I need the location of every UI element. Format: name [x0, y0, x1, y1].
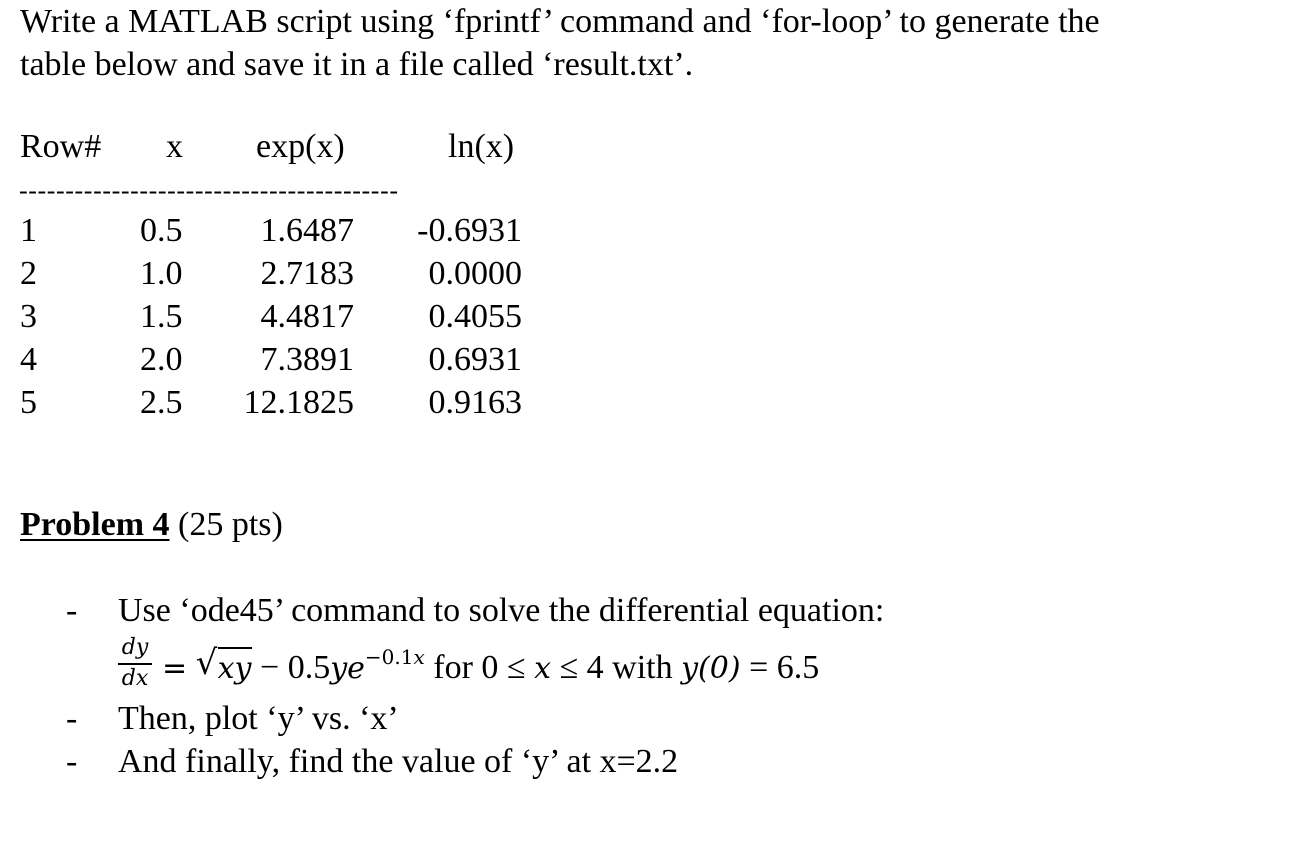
bullet-plot: Then, plot ‘y’ vs. ‘x’: [118, 700, 399, 737]
bullet-find-value: And finally, find the value of ‘y’ at x=2.2: [118, 743, 679, 780]
initial-condition-rhs: = 6.5: [749, 649, 820, 686]
problem-points: (25 pts): [178, 506, 283, 543]
minus-term: − 0.5: [260, 649, 331, 686]
ye-term: ye: [330, 651, 365, 686]
exponent: [365, 645, 425, 669]
header-row-number: Row#: [20, 128, 102, 165]
table-cell-exp: 4.4817: [260, 298, 354, 335]
exponent-coefficient: −0.1: [364, 645, 414, 669]
header-x: x: [166, 128, 183, 165]
differential-equation: [162, 645, 819, 687]
bullet-marker: -: [66, 592, 78, 629]
exponent-variable: x: [413, 645, 425, 669]
fraction-bar: [118, 663, 152, 665]
equals-sign: =: [162, 651, 188, 686]
table-cell-x: 1.5: [140, 298, 183, 335]
range-text: for 0 ≤: [433, 649, 526, 686]
bullet-ode45: Use ‘ode45’ command to solve the differential equation:: [118, 592, 885, 629]
fraction-denominator: dx: [121, 666, 149, 691]
header-exp: exp(x): [256, 128, 345, 165]
table-cell-exp: 7.3891: [260, 341, 354, 378]
table-cell-row: 3: [20, 298, 37, 335]
table-cell-ln: -0.6931: [417, 212, 522, 249]
range-variable: x: [534, 651, 551, 686]
fraction-numerator: dy: [121, 635, 149, 660]
intro-line-1: Write a MATLAB script using ‘fprintf’ command and ‘for-loop’ to generate the: [20, 3, 1100, 40]
derivative-fraction: [118, 636, 152, 691]
radical-icon: √: [195, 643, 218, 683]
radicand: xy: [218, 647, 252, 686]
problem-title: Problem 4: [20, 506, 170, 543]
square-root: [195, 643, 252, 687]
initial-condition-lhs: y(0): [681, 651, 741, 686]
table-cell-x: 1.0: [140, 255, 183, 292]
table-cell-exp: 1.6487: [260, 212, 354, 249]
table-cell-x: 2.0: [140, 341, 183, 378]
intro-line-2: table below and save it in a file called ‘result.txt’.: [20, 46, 694, 83]
table-cell-exp: 2.7183: [260, 255, 354, 292]
table-cell-exp: 12.1825: [243, 384, 354, 421]
table-cell-x: 2.5: [140, 384, 183, 421]
table-cell-row: 2: [20, 255, 37, 292]
table-separator: -----------------------------------------: [19, 176, 399, 205]
table-cell-row: 1: [20, 212, 37, 249]
table-cell-ln: 0.0000: [428, 255, 522, 292]
bullet-marker: -: [66, 743, 78, 780]
table-cell-row: 4: [20, 341, 37, 378]
table-cell-ln: 0.9163: [428, 384, 522, 421]
table-cell-ln: 0.6931: [428, 341, 522, 378]
problem-heading: [20, 506, 283, 544]
table-cell-ln: 0.4055: [428, 298, 522, 335]
table-cell-x: 0.5: [140, 212, 183, 249]
bullet-marker: -: [66, 700, 78, 737]
range-end: ≤ 4 with: [559, 649, 673, 686]
header-ln: ln(x): [448, 128, 515, 165]
problem-intro: [20, 0, 1300, 86]
table-cell-row: 5: [20, 384, 37, 421]
